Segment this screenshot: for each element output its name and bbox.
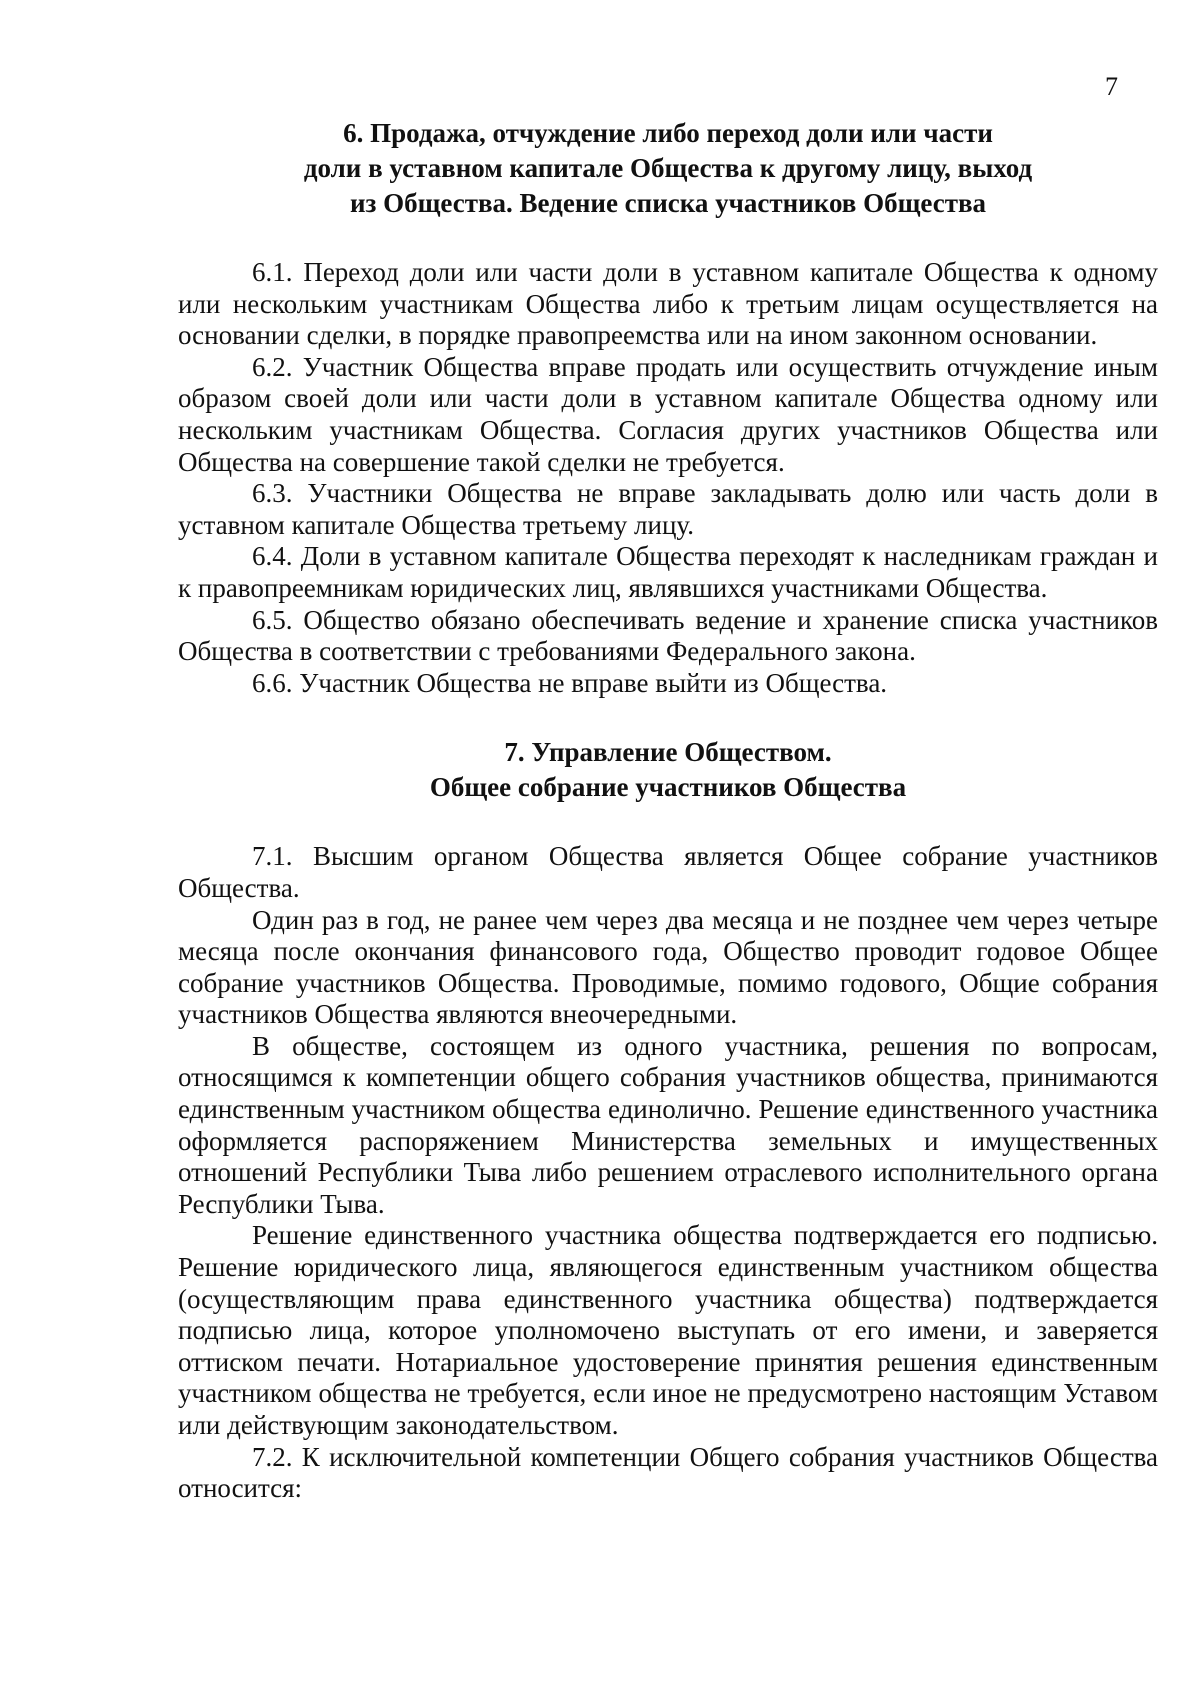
paragraph-7-1: 7.1. Высшим органом Общества является Общее собрание участников Общества. bbox=[178, 841, 1158, 903]
paragraph-6-6: 6.6. Участник Общества не вправе выйти из Общества. bbox=[252, 667, 888, 698]
paragraph-6-1: 6.1. Переход доли или части доли в уставном капитале Общества к одному или нескольким участникам Общества либо к третьим лицам осуществляется на основании сделки, в порядке правопреемства или на ином законном основании. bbox=[178, 257, 1158, 351]
section-7 bbox=[178, 735, 1158, 1504]
paragraph-6-3: 6.3. Участники Общества не вправе закладывать долю или часть доли в уставном капитале Общества третьему лицу. bbox=[178, 478, 1158, 540]
section-7-heading bbox=[178, 735, 1158, 805]
paragraph-6-5: 6.5. Общество обязано обеспечивать ведение и хранение списка участников Общества в соответствии с требованиями Федерального закона. bbox=[178, 604, 1158, 667]
paragraph-6-2: 6.2. Участник Общества вправе продать или осуществить отчуждение иным образом своей доли или части доли в уставном капитале Общества одному или нескольким участникам Общества. Согласия других участников Общества или Общества на совершение такой сделки не требуется. bbox=[178, 351, 1158, 477]
section-6-heading-line: 6. Продажа, отчуждение либо переход доли или части bbox=[343, 118, 993, 148]
paragraph-7-2: 7.2. К исключительной компетенции Общего собрания участников Общества относится: bbox=[178, 1441, 1158, 1504]
section-7-heading-line: Общее собрание участников Общества bbox=[429, 772, 907, 803]
paragraph-6-4: 6.4. Доли в уставном капитале Общества переходят к наследникам граждан и к правопреемникам юридических лиц, являвшихся участниками Общества. bbox=[178, 541, 1158, 603]
section-6-heading-line: доли в уставном капитале Общества к другому лицу, выход bbox=[303, 153, 1033, 183]
document-body bbox=[178, 116, 1158, 1505]
section-7-heading-line: 7. Управление Обществом. bbox=[504, 737, 832, 768]
page-number: 7 bbox=[1105, 72, 1118, 101]
section-6-heading bbox=[178, 116, 1158, 221]
paragraph-annual-meeting: Один раз в год, не ранее чем через два месяца и не позднее чем через четыре месяца после окончания финансового года, Общество проводит годовое Общее собрание участников Общества. Проводимые, помимо годового, Общие собрания участников Общества являются внеочередными. bbox=[178, 904, 1158, 1030]
paragraph-decision-confirmation: Решение единственного участника общества подтверждается его подписью. Решение юридического лица, являющегося единственным участником общества (осуществляющим права единственного участника общества) подтверждается подписью лица, которое уполномочено выступать от его имени, и заверяется оттиском печати. Нотариальное удостоверение принятия решения единственным участником общества не требуется, если иное не предусмотрено настоящим Уставом или действующим законодательством. bbox=[178, 1220, 1158, 1440]
section-6-heading-line: из Общества. Ведение списка участников Общества bbox=[349, 188, 987, 218]
paragraph-sole-participant: В обществе, состоящем из одного участника, решения по вопросам, относящимся к компетенции общего собрания участников общества, принимаются единственным участником общества единолично. Решение единственного участника оформляется распоряжением Министерства земельных и имущественных отношений Республики Тыва либо решением отраслевого исполнительного органа Республики Тыва. bbox=[178, 1030, 1158, 1219]
section-6 bbox=[178, 116, 1158, 699]
